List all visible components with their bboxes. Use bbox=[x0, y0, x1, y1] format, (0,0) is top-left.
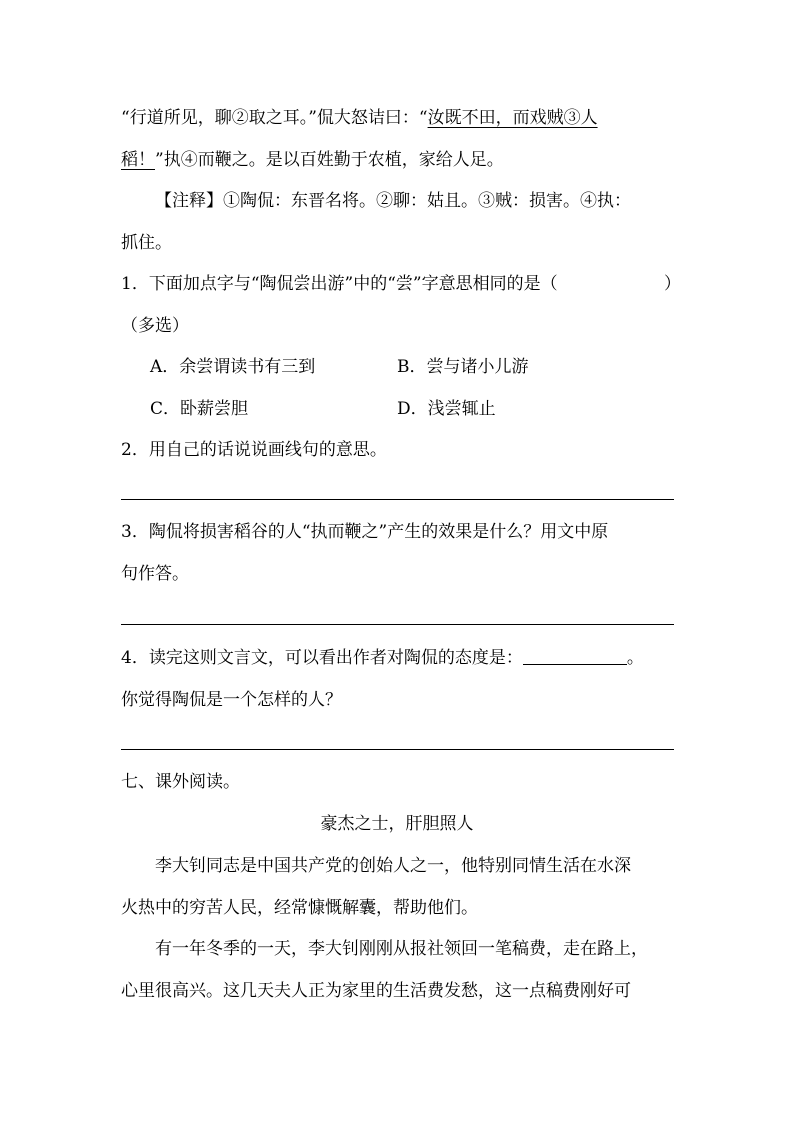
passage-text: “行道所见，聊②取之耳。”侃大怒诘曰：“ bbox=[121, 108, 428, 128]
question-2: 2．用自己的话说说画线句的意思。 bbox=[121, 440, 387, 460]
underlined-sentence-end: 稻！ bbox=[121, 150, 155, 170]
option-a: A．余尝谓读书有三到 bbox=[150, 357, 316, 377]
section-heading: 七、课外阅读。 bbox=[121, 772, 240, 792]
paragraph-2-line-2: 心里很高兴。这几天夫人正为家里的生活费发愁，这一点稿费刚好可 bbox=[121, 981, 631, 1001]
answer-line-3[interactable] bbox=[121, 624, 674, 625]
question-4-text: 4．读完这则文言文，可以看出作者对陶侃的态度是： bbox=[121, 648, 523, 668]
paragraph-1-line-1: 李大钊同志是中国共产党的创始人之一，他特别同情生活在水深 bbox=[155, 856, 631, 876]
answer-line-4[interactable] bbox=[121, 749, 674, 750]
option-d: D．浅尝辄止 bbox=[397, 399, 496, 419]
annotation-line-2: 抓住。 bbox=[121, 233, 172, 253]
option-b: B．尝与诸小儿游 bbox=[397, 357, 529, 377]
question-1-text: 1．下面加点字与“陶侃尝出游”中的“尝”字意思相同的是（ bbox=[121, 274, 558, 294]
attitude-blank[interactable] bbox=[523, 646, 627, 665]
answer-line-2[interactable] bbox=[121, 499, 674, 500]
annotation-line-1: 【注释】①陶侃：东晋名将。②聊：姑且。③贼：损害。④执： bbox=[155, 191, 631, 211]
paragraph-1-line-2: 火热中的穷苦人民，经常慷慨解囊，帮助他们。 bbox=[121, 898, 478, 918]
question-4-line-1 bbox=[121, 646, 694, 670]
question-4-period: 。 bbox=[626, 648, 644, 668]
question-4-line-2: 你觉得陶侃是一个怎样的人？ bbox=[121, 690, 342, 710]
passage-line-2 bbox=[121, 148, 674, 172]
question-1-note: （多选） bbox=[121, 316, 189, 336]
article-title: 豪杰之士，肝胆照人 bbox=[320, 814, 474, 834]
underlined-sentence: 汝既不田，而戏贼③人 bbox=[427, 108, 598, 128]
question-3-line-1: 3．陶侃将损害稻谷的人“执而鞭之”产生的效果是什么？用文中原 bbox=[121, 522, 609, 542]
paragraph-2-line-1: 有一年冬季的一天，李大钊刚刚从报社领回一笔稿费，走在路上， bbox=[155, 939, 648, 959]
passage-line-1 bbox=[121, 106, 674, 130]
option-c: C．卧薪尝胆 bbox=[150, 399, 249, 419]
question-3-line-2: 句作答。 bbox=[121, 564, 189, 584]
question-1 bbox=[121, 272, 674, 296]
question-1-answer-close: ） bbox=[664, 274, 681, 294]
passage-text: ”执④而鞭之。是以百姓勤于农植，家给人足。 bbox=[155, 150, 504, 170]
